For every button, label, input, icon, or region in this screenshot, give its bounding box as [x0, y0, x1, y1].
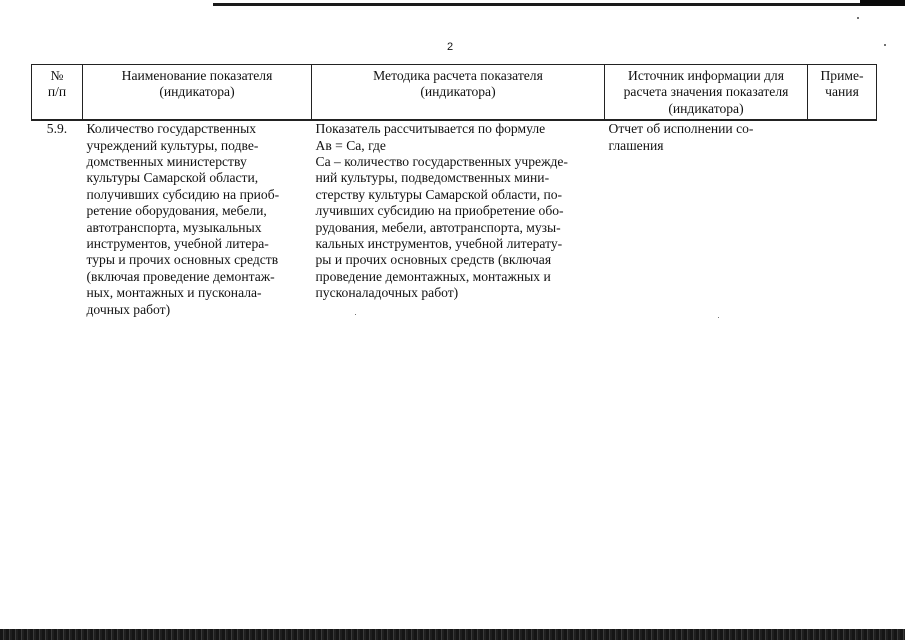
indicator-name: Количество государственных учреждений культуры, подве- домственных министерству культуры Самарской области, получивших субсидию на приоб- ретение оборудования, мебели, автотранспорта, музыкальных инструментов, учебной литера- туры и прочих основных средств (включая проведение демонтаж- ных, монтажных и пусконала- дочных работ) [86, 121, 280, 317]
header-notes-label: Приме- чания [820, 68, 864, 100]
header-source [605, 65, 808, 121]
scan-speck [884, 44, 886, 46]
header-name [83, 65, 312, 121]
scan-speck [718, 317, 719, 318]
cell-name [83, 120, 312, 318]
header-notes [808, 65, 877, 121]
indicator-table [31, 64, 877, 318]
indicator-source: Отчет об исполнении со- глашения [608, 121, 754, 153]
cell-source [605, 120, 808, 318]
cell-method [312, 120, 605, 318]
header-number [32, 65, 83, 121]
cell-number [32, 120, 83, 318]
indicator-method: Показатель рассчитывается по формуле Ав = Са, где Са – количество государственных учрежде- ний культуры, подведомственных мини- стерству культуры Самарской области, по- лучивших субсидию на приобретение обо- рудования, мебели, автотранспорта, музы- кальных инструментов, учебной литерату- ры и прочих основных средств (включая проведение демонтажных, монтажных и пусконаладочных работ) [315, 121, 568, 301]
cell-notes [808, 120, 877, 318]
row-number: 5.9. [46, 121, 68, 137]
scan-top-border [213, 3, 905, 6]
table-row [32, 120, 877, 318]
scan-speck [857, 17, 859, 19]
page-number: 2 [446, 41, 454, 53]
table-header-row [32, 65, 877, 121]
scan-top-corner [860, 0, 905, 6]
header-number-label: № п/п [47, 68, 67, 100]
header-name-label: Наименование показателя (индикатора) [121, 68, 273, 100]
header-method-label: Методика расчета показателя (индикатора) [373, 68, 543, 100]
header-method [312, 65, 605, 121]
scan-bottom-border [0, 629, 905, 640]
scan-speck [355, 314, 356, 315]
header-source-label: Источник информации для расчета значения показателя (индикатора) [623, 68, 789, 116]
